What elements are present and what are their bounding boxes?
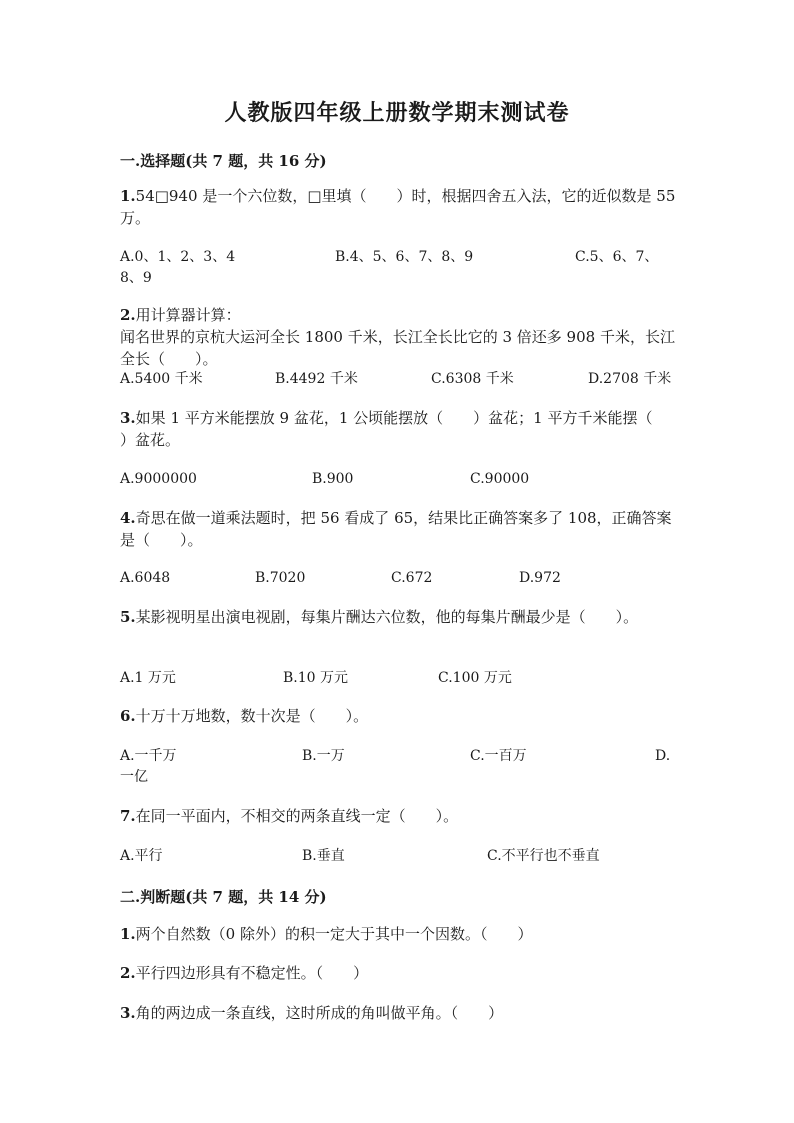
question-number: 2. — [120, 964, 136, 982]
option-b: B.7020 — [255, 570, 306, 586]
option-d: D.2708 千米 — [588, 371, 672, 387]
question-text: 两个自然数（0 除外）的积一定大于其中一个因数。（ ） — [135, 925, 533, 943]
question-number: 3. — [120, 409, 136, 427]
section-heading-judge: 二.判断题(共 7 题，共 14 分) — [120, 888, 327, 906]
question-number: 1. — [120, 925, 136, 943]
options-q3 — [120, 469, 676, 490]
options-q5 — [120, 668, 676, 689]
option-c: C.100 万元 — [438, 670, 512, 686]
option-c: C.672 — [391, 570, 433, 586]
option-d: D. — [655, 748, 671, 764]
option-a: A.一千万 — [120, 748, 177, 764]
option-a: A.9000000 — [120, 471, 197, 487]
option-b: B.一万 — [302, 748, 345, 764]
option-a: A.平行 — [120, 848, 163, 864]
judge-question-1 — [120, 923, 676, 945]
judge-question-3 — [120, 1002, 676, 1024]
page-title: 人教版四年级上册数学期末测试卷 — [224, 100, 570, 126]
option-d: D.972 — [519, 570, 561, 586]
section-heading-choice: 一.选择题(共 7 题，共 16 分) — [120, 152, 327, 170]
question-number: 2. — [120, 306, 136, 324]
question-text: 在同一平面内，不相交的两条直线一定（ ）。 — [135, 807, 459, 825]
question-number: 4. — [120, 509, 136, 527]
question-text: 54□940 是一个六位数，□里填（ ）时，根据四舍五入法，它的近似数是 55 万。 — [120, 187, 676, 227]
question-6 — [120, 705, 676, 727]
options-q7 — [120, 846, 676, 867]
question-number: 5. — [120, 608, 136, 626]
option-b: B.4、5、6、7、8、9 — [335, 249, 474, 265]
question-2-body: 闻名世界的京杭大运河全长 1800 千米，长江全长比它的 3 倍还多 908 千米，长江全长（ ）。 — [120, 328, 675, 368]
option-a: A.5400 千米 — [120, 371, 203, 387]
question-number: 1. — [120, 187, 136, 205]
question-4 — [120, 507, 676, 551]
option-b: B.10 万元 — [283, 670, 349, 686]
question-text: 某影视明星出演电视剧，每集片酬达六位数，他的每集片酬最少是（ ）。 — [135, 608, 639, 626]
options-q1 — [120, 247, 676, 289]
question-1 — [120, 185, 676, 229]
option-c: C.5、6、7、 — [575, 249, 659, 265]
question-text: 平行四边形具有不稳定性。（ ） — [135, 964, 369, 982]
options-q2 — [120, 369, 676, 390]
option-c: C.不平行也不垂直 — [487, 848, 600, 864]
question-number: 7. — [120, 807, 136, 825]
option-c: C.6308 千米 — [431, 371, 514, 387]
option-a: A.6048 — [120, 570, 171, 586]
question-number: 6. — [120, 707, 136, 725]
judge-question-2 — [120, 962, 676, 984]
question-2 — [120, 304, 676, 326]
question-text: 十万十万地数，数十次是（ ）。 — [135, 707, 369, 725]
option-d-continued: 一亿 — [120, 769, 148, 785]
option-a: A.0、1、2、3、4 — [120, 249, 236, 265]
options-q4 — [120, 568, 676, 589]
question-text: 奇思在做一道乘法题时，把 56 看成了 65，结果比正确答案多了 108，正确答案是（ ）。 — [120, 509, 672, 549]
question-3 — [120, 407, 683, 451]
question-text: 如果 1 平方米能摆放 9 盆花，1 公顷能摆放（ ）盆花；1 平方千米能摆（ ）盆花。 — [120, 409, 683, 449]
question-text: 角的两边成一条直线，这时所成的角叫做平角。（ ） — [135, 1004, 504, 1022]
options-q6 — [120, 746, 676, 788]
question-5 — [120, 606, 676, 628]
question-7 — [120, 805, 676, 827]
option-b: B.4492 千米 — [275, 371, 358, 387]
option-c: C.90000 — [470, 471, 530, 487]
option-b: B.垂直 — [302, 848, 345, 864]
question-number: 3. — [120, 1004, 136, 1022]
option-c: C.一百万 — [470, 748, 527, 764]
option-b: B.900 — [312, 471, 354, 487]
option-a: A.1 万元 — [120, 670, 176, 686]
option-c-continued: 8、9 — [120, 270, 152, 286]
question-text: 用计算器计算： — [135, 306, 241, 324]
